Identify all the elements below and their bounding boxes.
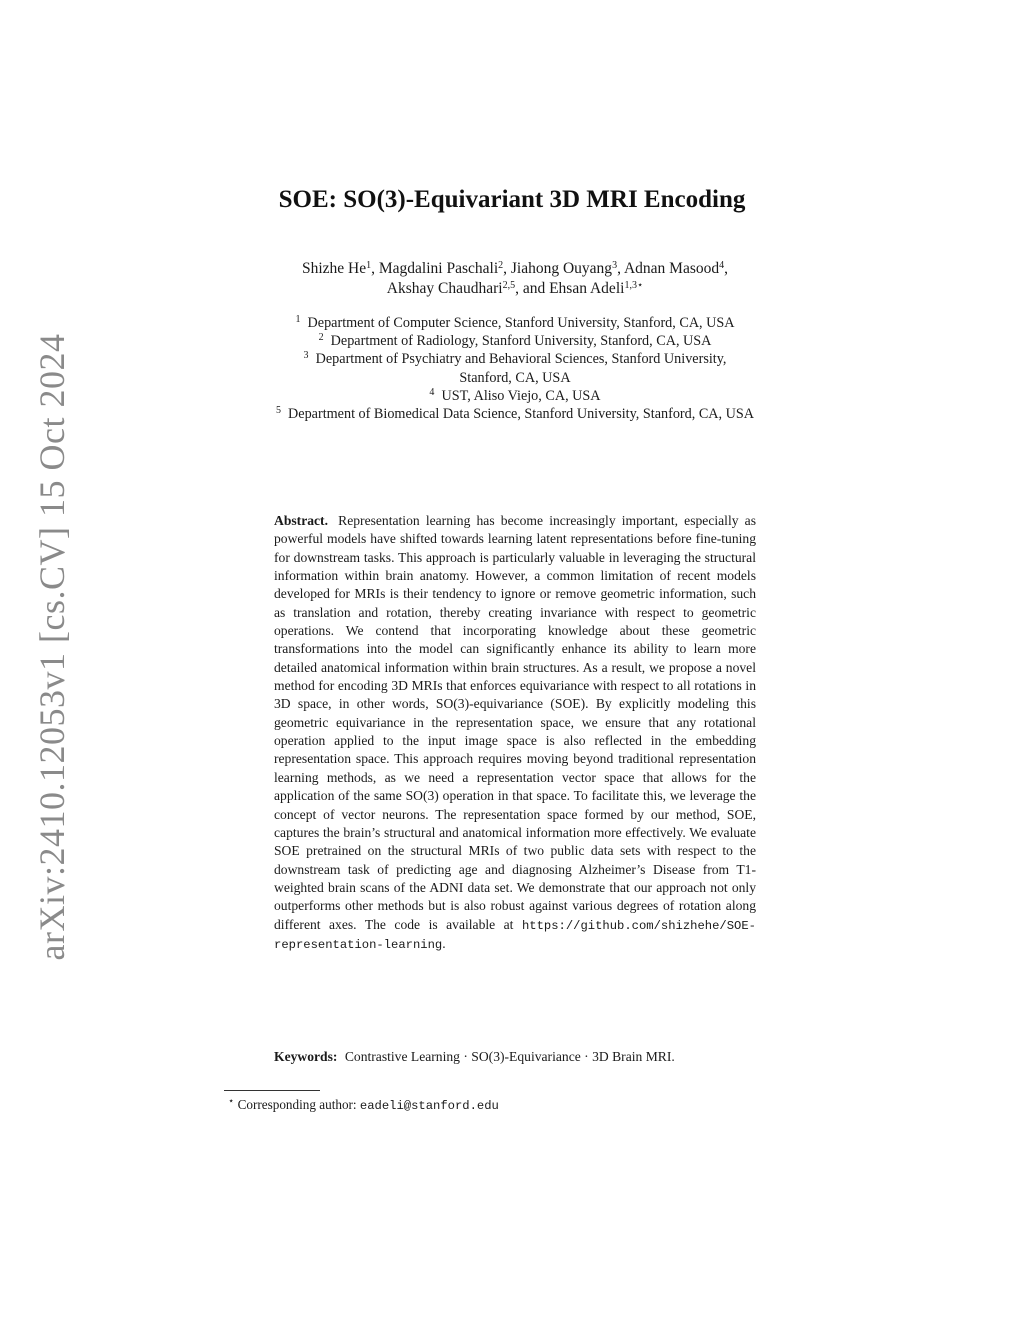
author: Ehsan Adeli$^{1,3⋆}$: [549, 280, 644, 297]
author: Shizhe He$^1$,: [302, 260, 379, 277]
affiliation-list: [0, 314, 1024, 423]
keywords-label: Keywords:: [274, 1049, 338, 1064]
affiliation-continued: Stanford, CA, USA: [459, 369, 571, 386]
affiliation: $^3$ Department of Psychiatry and Behavioral Sciences, Stanford University,: [303, 350, 727, 368]
author: Magdalini Paschali$^2$,: [378, 260, 511, 277]
author-affil-mark: 4: [719, 260, 725, 271]
corresponding-author-footnote: ⋆ Corresponding author: eadeli@stanford.edu: [228, 1096, 499, 1113]
paper-title: SOE: SO(3)-Equivariant 3D MRI Encoding: [278, 186, 746, 213]
author-list: [0, 259, 1024, 299]
author-affil-mark: 1: [366, 260, 372, 271]
author-affil-mark: 3: [612, 260, 618, 271]
keywords-text: Contrastive Learning · SO(3)-Equivariance · 3D Brain MRI.: [344, 1049, 675, 1064]
author: Adnan Masood$^4$,: [623, 260, 728, 277]
corresponding-author-email[interactable]: eadeli@stanford.edu: [359, 1099, 499, 1113]
author: Akshay Chaudhari$^{2,5}$, and: [386, 280, 550, 297]
author-affil-mark: 2: [498, 260, 504, 271]
affiliation: $^5$ Department of Biomedical Data Science, Stanford University, Stanford, CA, USA: [275, 405, 755, 423]
affiliation: $^2$ Department of Radiology, Stanford University, Stanford, CA, USA: [318, 332, 712, 350]
code-repository-link[interactable]: https://github.com/shizhehe/SOE-representation-learning: [274, 918, 756, 952]
affiliation: $^1$ Department of Computer Science, Stanford University, Stanford, CA, USA: [295, 314, 735, 331]
author: Jiahong Ouyang$^3$,: [510, 260, 624, 277]
abstract-text: Representation learning has become increasingly important, especially as powerful models have shifted towards learning latent representations before fine-tuning for downstream tasks. This approach is particularly valuable in leveraging the structural information within brain anatomy. However, a common limitation of recent models developed for MRIs is their tendency to ignore or remove geometric information, such as translation and rotation, thereby creating invariance with respect to geometric operations. We contend that incorporating knowledge about these geometric transformations into the model can significantly enhance its ability to learn more detailed anatomical information within brain structures. As a result, we propose a novel method for encoding 3D MRIs that enforces equivariance with respect to all rotations in 3D space, in other words, SO(3)-equivariance (SOE). By explicitly modeling this geometric equivariance in the representation space, we ensure that any rotational operation applied to the input image space is also reflected in the embedding representation space. This approach requires moving beyond traditional representation learning methods, as we need a representation vector space that allows for the application of the same SO(3) operation in that space. To facilitate this, we leverage the concept of vector neurons. The representation space formed by our method, SOE, captures the brain’s structural and anatomical information more effectively. We evaluate SOE pretrained on the structural MRIs of two public data sets with respect to the downstream task of predicting age and diagnosing Alzheimer’s Disease from T1-weighted brain scans of the ADNI data set. We demonstrate that our approach not only outperforms other methods but is also robust against various degrees of rotation along different axes. The code is available at: [274, 513, 756, 932]
author-affil-mark: 2,5: [502, 280, 516, 291]
abstract-label: Abstract.: [274, 513, 328, 528]
affiliation: $^4$ UST, Aliso Viejo, CA, USA: [429, 386, 601, 404]
arxiv-identifier-stamp: arXiv:2410.12053v1 [cs.CV] 15 Oct 2024: [32, 333, 72, 961]
keywords: [274, 1048, 764, 1066]
author-affil-mark: 1,3⋆: [624, 280, 644, 291]
footnote-divider: [224, 1090, 320, 1091]
abstract: Abstract. Representation learning has become increasingly important, especially as powerful models have shifted towards learning latent representations before fine-tuning for downstream tasks. This approach is particularly valuable in leveraging the structural information within brain anatomy. However, a common limitation of recent models developed for MRIs is their tendency to ignore or remove geometric information, such as translation and rotation, thereby creating invariance with respect to geometric operations. We contend that incorporating knowledge about these geometric transformations into the model can significantly enhance its ability to learn more detailed anatomical information within brain structures. As a result, we propose a novel method for encoding 3D MRIs that enforces equivariance with respect to all rotations in 3D space, in other words, SO(3)-equivariance (SOE). By explicitly modeling this geometric equivariance in the representation space, we ensure that any rotational operation applied to the input image space is also reflected in the embedding representation space. This approach requires moving beyond traditional representation learning methods, as we need a representation vector space that allows for the application of the same SO(3) operation in that space. To facilitate this, we leverage the concept of vector neurons. The representation space formed by our method, SOE, captures the brain’s structural and anatomical information more effectively. We evaluate SOE pretrained on the structural MRIs of two public data sets with respect to the downstream task of predicting age and diagnosing Alzheimer’s Disease from T1-weighted brain scans of the ADNI data set. We demonstrate that our approach not only outperforms other methods but is also robust against various degrees of rotation along different axes. The code is available at https://github.com/shizhehe/SOE-representation-learning.: [274, 513, 756, 952]
footnote-mark: ⋆: [228, 1096, 235, 1107]
